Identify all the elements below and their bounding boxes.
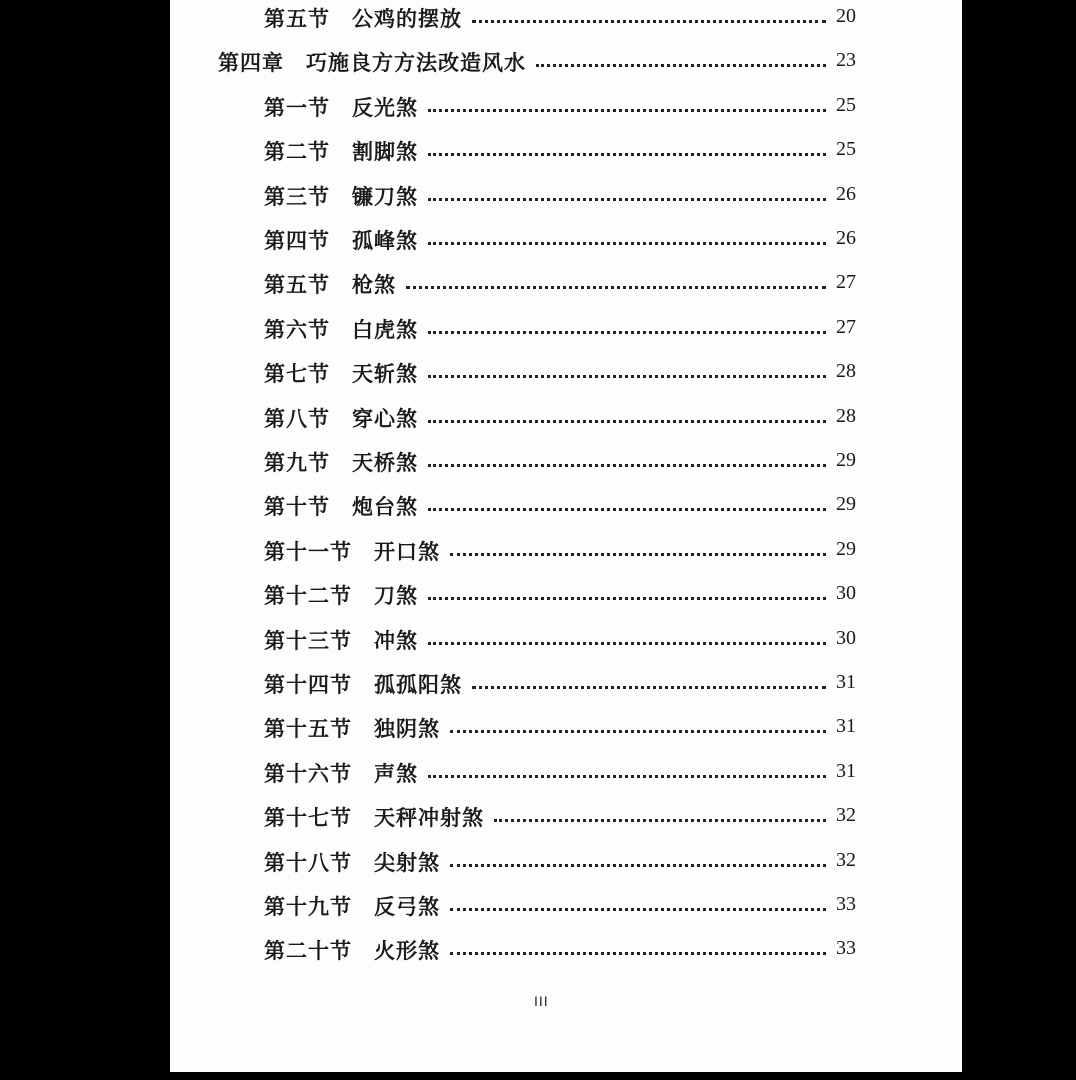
toc-entry-title: 割脚煞 [352, 139, 418, 165]
toc-entry-page-number: 29 [836, 537, 856, 560]
toc-entry-page-number: 33 [836, 937, 856, 960]
toc-entry-label: 第六节 [264, 316, 330, 342]
toc-dot-leader [450, 925, 826, 955]
toc-entry-page-number: 28 [836, 404, 856, 427]
toc-entry-label: 第三节 [264, 183, 330, 209]
toc-dot-leader [428, 615, 826, 645]
toc-entry-title: 火形煞 [374, 938, 440, 964]
toc-entry-label: 第十六节 [264, 760, 352, 786]
toc-dot-leader [536, 37, 826, 67]
toc-entry-label: 第十九节 [264, 894, 352, 919]
toc-entry-title: 镰刀煞 [352, 183, 418, 209]
toc-section-entry[interactable] [264, 713, 440, 743]
toc-entry-title: 孤峰煞 [352, 228, 418, 253]
toc-dot-leader [472, 659, 826, 689]
toc-entry-page-number: 31 [836, 715, 856, 738]
toc-entry-title: 天桥煞 [352, 450, 418, 475]
toc-dot-leader [450, 837, 826, 867]
toc-entry-page-number: 20 [836, 5, 856, 27]
toc-entry-label: 第十四节 [264, 672, 352, 697]
toc-entry-title: 尖射煞 [374, 849, 440, 875]
toc-dot-leader [428, 82, 826, 112]
toc-section-entry[interactable] [264, 802, 484, 832]
toc-dot-leader [428, 171, 826, 201]
toc-section-entry[interactable] [264, 580, 418, 610]
toc-entry-page-number: 26 [836, 182, 856, 205]
toc-section-entry[interactable] [264, 269, 396, 299]
toc-section-entry[interactable] [264, 92, 418, 122]
toc-entry-label: 第九节 [264, 450, 330, 475]
toc-dot-leader [428, 437, 826, 467]
toc-entry-label: 第十五节 [264, 716, 352, 742]
toc-section-entry[interactable] [264, 891, 440, 921]
toc-entry-page-number: 29 [836, 493, 856, 516]
toc-dot-leader [428, 304, 826, 334]
toc-entry-title: 公鸡的摆放 [352, 6, 462, 31]
toc-section-entry[interactable] [264, 669, 462, 699]
toc-entry-label: 第二十节 [264, 938, 352, 964]
toc-entry-page-number: 27 [836, 315, 856, 338]
toc-section-entry[interactable] [264, 403, 418, 433]
toc-entry-page-number: 30 [836, 626, 856, 649]
toc-entry-label: 第十八节 [264, 849, 352, 875]
toc-entry-label: 第十二节 [264, 583, 352, 609]
toc-entry-page-number: 25 [836, 138, 856, 161]
toc-dot-leader [428, 215, 826, 245]
toc-entry-page-number: 31 [836, 759, 856, 782]
toc-section-entry[interactable] [264, 758, 418, 788]
toc-section-entry[interactable] [264, 358, 418, 388]
toc-dot-leader [450, 703, 826, 733]
toc-entry-label: 第八节 [264, 405, 330, 431]
toc-entry-page-number: 32 [836, 804, 856, 827]
toc-entry-title: 声煞 [374, 760, 418, 786]
toc-dot-leader [428, 393, 826, 423]
toc-entry-title: 反光煞 [352, 94, 418, 120]
toc-entry-title: 开口煞 [374, 538, 440, 564]
toc-entry-title: 独阴煞 [374, 716, 440, 742]
toc-entry-label: 第二节 [264, 139, 330, 165]
toc-dot-leader [428, 481, 826, 511]
toc-entry-title: 白虎煞 [352, 316, 418, 342]
toc-entry-page-number: 25 [836, 93, 856, 116]
toc-section-entry[interactable] [264, 625, 418, 655]
toc-entry-label: 第十节 [264, 494, 330, 520]
toc-entry-title: 炮台煞 [352, 494, 418, 520]
toc-dot-leader [472, 0, 826, 23]
toc-entry-title: 天斩煞 [352, 361, 418, 387]
toc-chapter-entry[interactable] [218, 47, 526, 77]
toc-dot-leader [428, 126, 826, 156]
toc-entry-label: 第七节 [264, 361, 330, 387]
toc-entry-page-number: 23 [836, 49, 856, 72]
toc-entry-title: 反弓煞 [374, 894, 440, 919]
toc-entry-page-number: 26 [836, 227, 856, 249]
toc-entry-label: 第五节 [264, 272, 330, 298]
toc-entry-page-number: 29 [836, 449, 856, 471]
toc-entry-page-number: 27 [836, 271, 856, 294]
page-number: III [534, 993, 549, 1009]
toc-dot-leader [428, 748, 826, 778]
toc-entry-title: 穿心煞 [352, 405, 418, 431]
toc-entry-label: 第四章 [218, 50, 284, 76]
toc-dot-leader [450, 881, 826, 911]
toc-entry-label: 第十七节 [264, 805, 352, 831]
toc-section-entry[interactable] [264, 536, 440, 566]
toc-section-entry[interactable] [264, 847, 440, 877]
toc-entry-label: 第四节 [264, 228, 330, 253]
toc-section-entry[interactable] [264, 181, 418, 211]
toc-entry-title: 巧施良方方法改造风水 [306, 50, 526, 76]
toc-section-entry[interactable] [264, 314, 418, 344]
toc-entry-page-number: 31 [836, 671, 856, 693]
toc-entry-title: 冲煞 [374, 627, 418, 653]
toc-entry-title: 刀煞 [374, 583, 418, 609]
toc-entry-label: 第一节 [264, 94, 330, 120]
toc-entry-title: 孤孤阳煞 [374, 672, 462, 697]
toc-entry-label: 第十三节 [264, 627, 352, 653]
toc-entry-page-number: 32 [836, 848, 856, 871]
toc-section-entry[interactable] [264, 447, 418, 477]
toc-section-entry[interactable] [264, 491, 418, 521]
toc-dot-leader [428, 570, 826, 600]
toc-dot-leader [450, 526, 826, 556]
toc-dot-leader [428, 348, 826, 378]
toc-entry-label: 第五节 [264, 6, 330, 31]
toc-entry-page-number: 33 [836, 893, 856, 915]
toc-entry-title: 天秤冲射煞 [374, 805, 484, 831]
toc-section-entry[interactable] [264, 935, 440, 965]
toc-entry-page-number: 30 [836, 582, 856, 605]
toc-dot-leader [406, 259, 826, 289]
toc-dot-leader [494, 792, 826, 822]
toc-entry-page-number: 28 [836, 360, 856, 383]
toc-section-entry[interactable] [264, 3, 462, 33]
toc-section-entry[interactable] [264, 225, 418, 255]
toc-entry-label: 第十一节 [264, 538, 352, 564]
toc-section-entry[interactable] [264, 136, 418, 166]
toc-entry-title: 枪煞 [352, 272, 396, 298]
